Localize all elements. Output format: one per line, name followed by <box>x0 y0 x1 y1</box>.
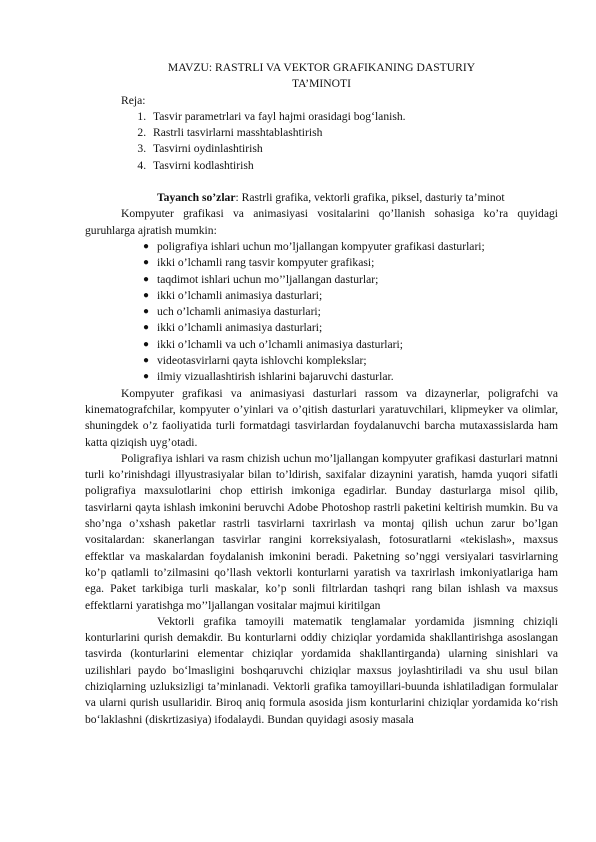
bullet-icon: ● <box>143 306 150 318</box>
list-item <box>143 255 558 271</box>
bullet-icon: ● <box>143 322 150 334</box>
list-item <box>143 320 558 336</box>
body-paragraph-1: Kompyuter grafikasi va animasiyasi dasturlari rassom va dizaynerlar, poligrafchi va kinematografchilar, kompyuter o’yinlari va o’qitish dasturlari yaratuvchilari, klipmeyker va olimlar, shuningdek o’z faoliyatida turli formatdagi tasvirlardan foydalanuvchi barcha mutaxassislarda ham katta qiziqish uyg’otadi. <box>85 386 558 449</box>
list-item <box>143 353 558 369</box>
keywords-paragraph <box>85 190 558 206</box>
list-item-text: uch o’lchamli animasiya dasturlari; <box>157 305 321 319</box>
plan-item: 4. Tasvirni kodlashtirish <box>149 158 558 174</box>
list-item <box>143 288 558 304</box>
list-item-text: ikki o’lchamli animasiya dasturlari; <box>157 321 323 335</box>
list-item-text: videotasvirlarni qayta ishlovchi komplekslar; <box>157 354 367 368</box>
document-page <box>85 60 558 728</box>
bullet-icon: ● <box>143 371 150 383</box>
list-item-text: ilmiy vizuallashtirish ishlarini bajaruvchi dasturlar. <box>157 370 394 384</box>
plan-list <box>85 109 558 174</box>
bullet-list <box>85 239 558 386</box>
keywords-text: : Rastrli grafika, vektorli grafika, piksel, dasturiy ta’minot <box>235 191 505 205</box>
list-item-text: ikki o’lchamli va uch o’lchamli animasiya dasturlari; <box>157 337 403 351</box>
spacer <box>85 174 558 190</box>
plan-item: 3. Tasvirni oydinlashtirish <box>149 141 558 157</box>
list-item <box>143 272 558 288</box>
list-item-text: poligrafiya ishlari uchun mo’ljallangan kompyuter grafikasi dasturlari; <box>157 239 485 253</box>
list-item-text: ikki o’lchamli animasiya dasturlari; <box>157 288 323 302</box>
title-line-2: TA’MINOTI <box>292 77 351 91</box>
list-item <box>143 337 558 353</box>
list-item <box>143 304 558 320</box>
title-line-1: MAVZU: RASTRLI VA VEKTOR GRAFIKANING DASTURIY <box>167 61 476 74</box>
list-item <box>143 369 558 385</box>
bullet-icon: ● <box>143 240 150 252</box>
plan-item: 2. Rastrli tasvirlarni masshtablashtirish <box>149 125 558 141</box>
bullet-icon: ● <box>143 273 150 285</box>
plan-item: 1. Tasvir parametrlari va fayl hajmi orasidagi bog‘lanish. <box>149 109 558 125</box>
bullet-icon: ● <box>143 257 150 269</box>
bullet-icon: ● <box>143 355 150 367</box>
keywords-label: Tayanch so’zlar <box>157 191 236 205</box>
body-paragraph-3: Vektorli grafika tamoyili matematik tenglamalar yordamida jismning chiziqli konturlarini qurish demakdir. Bu konturlarni oddiy chiziqlar yordamida shakllantirishga asoslangan tasvirda (konturlarini elementar chiziqlar yordamida shakllantirganda) ularning sinishlari va uzilishlari paydo bo‘lmasligini boshqaruvchi chiziqlar maxsus joylashtiriladi va shu usul bilan chiziqlarning uzluksizligi ta’minlanadi. Vektorli grafika tamoyillari-buunda ishlatiladigan formulalar va ularni qurish usullaridir. Biroq aniq formula asosida jism konturlarini chiziqlar yordamida ko‘rish bo‘laklashni (diskrtizasiya) ifodalaydi. Bundan quyidagi asosiy masala <box>85 614 558 726</box>
body-paragraph-2: Poligrafiya ishlari va rasm chizish uchun mo’ljallangan kompyuter grafikasi dasturlari matnni turli ko’rinishdagi illyustrasiyalar bilan to’ldirish, saxifalar dizaynini yaratish, hamda yuqori sifatli poligrafiya maxsulotlarini chop ettirish imkoniga egadirlar. Bunday dasturlarga misol qilib, tasvirlarni qayta ishlash imkonini beruvchi Adobe Photoshop rastrli paketini keltirish mumkin. Bu va sho’nga o’xshash paketlar rastrli tasvirlarni taxrirlash va montaj qilish uchun zarur bo’lgan vositalardan: skanerlangan tasvirlar rangini korreksiyalash, fotosuratlarni «tekislash», maxsus effektlar va maskalardan foydalanish imkonini beradi. Paketning so’nggi versiyalari tasvirlarning ko’p qatlamli to’zilmasini qo’llash vektorli konturlarni yaratish va taxrirlash imkoniyatlariga ham ega. Paket tarkibiga turli maskalar, ko’p sonli filtrlardan tashqri rang bilan ishlash va maxsus effektlarni yaratishga mo’’ljallangan vositalar majmui kiritilgan <box>85 451 558 612</box>
list-item <box>143 239 558 255</box>
bullet-icon: ● <box>143 338 150 350</box>
bullet-icon: ● <box>143 289 150 301</box>
list-item-text: ikki o’lchamli rang tasvir kompyuter grafikasi; <box>157 256 375 270</box>
plan-label: Reja: <box>121 93 146 107</box>
list-item-text: taqdimot ishlari uchun mo’’ljallangan dasturlar; <box>157 272 379 286</box>
intro-paragraph: Kompyuter grafikasi va animasiyasi vositalarini qo’llanish sohasiga ko’ra quyidagi guruhlarga ajratish mumkin: <box>85 207 558 237</box>
